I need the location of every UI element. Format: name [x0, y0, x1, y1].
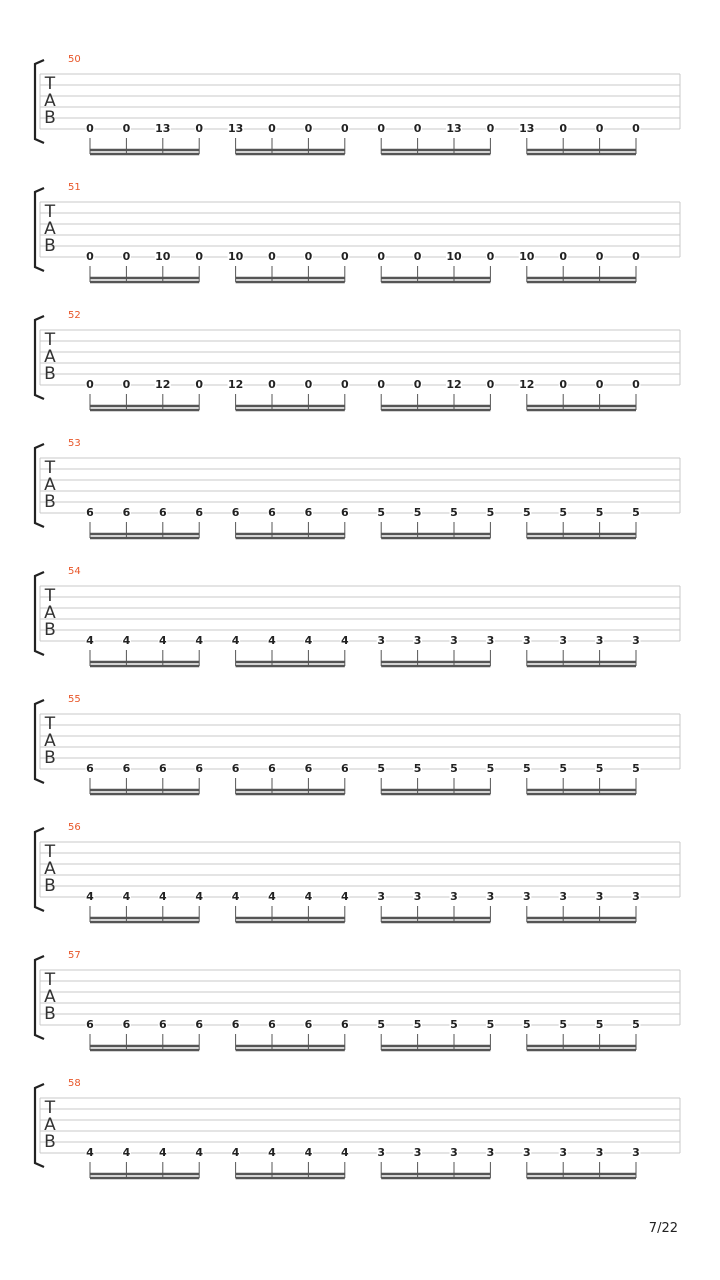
- fret-number: 6: [122, 762, 131, 775]
- fret-number: 4: [195, 1146, 204, 1159]
- fret-number: 0: [304, 122, 313, 135]
- fret-number: 3: [595, 890, 604, 903]
- fret-number: 3: [559, 890, 568, 903]
- fret-number: 0: [195, 250, 204, 263]
- fret-number: 3: [450, 634, 458, 647]
- fret-number: 4: [304, 634, 313, 647]
- tab-clef-letter: B: [44, 236, 56, 256]
- tab-clef-letter: T: [44, 842, 56, 862]
- fret-number: 0: [559, 378, 568, 391]
- measure-number: 52: [68, 310, 81, 321]
- fret-number: 10: [227, 250, 244, 263]
- fret-number: 13: [227, 122, 244, 135]
- fret-number: 5: [413, 1018, 422, 1031]
- fret-number: 5: [450, 762, 458, 775]
- fret-number: 0: [632, 122, 640, 135]
- measure-number: 50: [68, 54, 81, 65]
- fret-number: 4: [158, 890, 167, 903]
- fret-number: 12: [519, 378, 535, 391]
- fret-number: 6: [158, 506, 167, 519]
- fret-number: 3: [450, 1146, 458, 1159]
- fret-number: 0: [377, 250, 386, 263]
- fret-number: 4: [122, 634, 131, 647]
- fret-number: 12: [155, 378, 171, 391]
- fret-number: 3: [486, 890, 495, 903]
- fret-number: 0: [86, 122, 94, 135]
- fret-number: 3: [522, 890, 531, 903]
- fret-number: 4: [86, 1146, 94, 1159]
- fret-number: 3: [559, 1146, 568, 1159]
- fret-number: 0: [559, 122, 568, 135]
- fret-number: 5: [632, 1018, 640, 1031]
- fret-number: 10: [155, 250, 171, 263]
- fret-number: 4: [122, 890, 131, 903]
- measure-number: 56: [68, 822, 81, 833]
- fret-number: 0: [122, 122, 131, 135]
- tab-clef-letter: A: [44, 859, 56, 879]
- fret-number: 0: [195, 378, 204, 391]
- fret-number: 4: [340, 1146, 349, 1159]
- fret-number: 6: [268, 506, 276, 519]
- fret-number: 13: [155, 122, 171, 135]
- fret-number: 3: [377, 890, 386, 903]
- fret-number: 5: [377, 762, 386, 775]
- fret-number: 0: [122, 378, 131, 391]
- fret-number: 5: [559, 762, 568, 775]
- fret-number: 4: [158, 634, 167, 647]
- fret-number: 0: [268, 250, 276, 263]
- fret-number: 5: [632, 506, 640, 519]
- tab-clef-letter: B: [44, 876, 56, 896]
- tab-clef-letter: B: [44, 108, 56, 128]
- fret-number: 3: [559, 634, 568, 647]
- fret-number: 5: [486, 1018, 495, 1031]
- fret-number: 3: [522, 1146, 531, 1159]
- fret-number: 0: [559, 250, 568, 263]
- fret-number: 6: [195, 506, 204, 519]
- fret-number: 6: [158, 762, 167, 775]
- fret-number: 4: [304, 1146, 313, 1159]
- fret-number: 3: [413, 1146, 422, 1159]
- fret-number: 3: [595, 1146, 604, 1159]
- fret-number: 5: [632, 762, 640, 775]
- fret-number: 0: [595, 378, 604, 391]
- tab-clef-letter: B: [44, 1004, 56, 1024]
- fret-number: 4: [195, 634, 204, 647]
- fret-number: 3: [377, 1146, 386, 1159]
- tab-clef-letter: T: [44, 1098, 56, 1118]
- fret-number: 5: [413, 762, 422, 775]
- fret-number: 4: [231, 890, 240, 903]
- tab-clef-letter: B: [44, 748, 56, 768]
- tab-clef-letter: T: [44, 74, 56, 94]
- fret-number: 0: [86, 250, 94, 263]
- fret-number: 5: [559, 506, 568, 519]
- fret-number: 4: [86, 890, 94, 903]
- fret-number: 4: [86, 634, 94, 647]
- tab-clef-letter: T: [44, 970, 56, 990]
- fret-number: 0: [413, 250, 422, 263]
- fret-number: 6: [304, 506, 313, 519]
- fret-number: 0: [486, 122, 495, 135]
- fret-number: 5: [450, 1018, 458, 1031]
- fret-number: 0: [595, 250, 604, 263]
- fret-number: 13: [446, 122, 462, 135]
- fret-number: 6: [122, 506, 131, 519]
- fret-number: 5: [522, 762, 531, 775]
- fret-number: 4: [231, 634, 240, 647]
- fret-number: 4: [340, 634, 349, 647]
- fret-number: 6: [340, 762, 349, 775]
- tab-clef-letter: B: [44, 492, 56, 512]
- fret-number: 4: [340, 890, 349, 903]
- fret-number: 3: [377, 634, 386, 647]
- fret-number: 3: [486, 634, 495, 647]
- fret-number: 3: [632, 634, 640, 647]
- fret-number: 0: [195, 122, 204, 135]
- fret-number: 0: [304, 250, 313, 263]
- tab-clef-letter: A: [44, 475, 56, 495]
- tab-clef-letter: A: [44, 91, 56, 111]
- fret-number: 3: [413, 634, 422, 647]
- fret-number: 5: [522, 506, 531, 519]
- fret-number: 6: [268, 762, 276, 775]
- measure-number: 51: [68, 182, 81, 193]
- fret-number: 5: [595, 1018, 604, 1031]
- fret-number: 6: [158, 1018, 167, 1031]
- fret-number: 0: [304, 378, 313, 391]
- fret-number: 0: [340, 378, 349, 391]
- fret-number: 6: [340, 1018, 349, 1031]
- fret-number: 0: [122, 250, 131, 263]
- fret-number: 0: [413, 122, 422, 135]
- fret-number: 3: [450, 890, 458, 903]
- fret-number: 6: [86, 506, 94, 519]
- fret-number: 0: [377, 378, 386, 391]
- fret-number: 13: [519, 122, 535, 135]
- fret-number: 0: [632, 250, 640, 263]
- tab-clef-letter: A: [44, 219, 56, 239]
- fret-number: 0: [486, 250, 495, 263]
- fret-number: 0: [595, 122, 604, 135]
- fret-number: 3: [595, 634, 604, 647]
- tab-clef-letter: T: [44, 330, 56, 350]
- fret-number: 6: [122, 1018, 131, 1031]
- fret-number: 0: [486, 378, 495, 391]
- tab-clef-letter: A: [44, 347, 56, 367]
- fret-number: 5: [595, 506, 604, 519]
- fret-number: 5: [559, 1018, 568, 1031]
- fret-number: 4: [195, 890, 204, 903]
- tab-clef-letter: B: [44, 620, 56, 640]
- fret-number: 6: [304, 1018, 313, 1031]
- tab-clef-letter: T: [44, 714, 56, 734]
- fret-number: 6: [304, 762, 313, 775]
- fret-number: 10: [519, 250, 535, 263]
- fret-number: 5: [377, 506, 386, 519]
- fret-number: 3: [632, 1146, 640, 1159]
- fret-number: 0: [340, 250, 349, 263]
- fret-number: 5: [486, 506, 495, 519]
- fret-number: 4: [122, 1146, 131, 1159]
- fret-number: 0: [632, 378, 640, 391]
- fret-number: 5: [413, 506, 422, 519]
- fret-number: 6: [195, 1018, 204, 1031]
- tab-clef-letter: A: [44, 987, 56, 1007]
- tab-clef-letter: B: [44, 1132, 56, 1152]
- fret-number: 5: [450, 506, 458, 519]
- fret-number: 4: [231, 1146, 240, 1159]
- fret-number: 3: [522, 634, 531, 647]
- tab-clef-letter: A: [44, 1115, 56, 1135]
- tab-clef-letter: A: [44, 731, 56, 751]
- fret-number: 6: [268, 1018, 276, 1031]
- fret-number: 5: [377, 1018, 386, 1031]
- fret-number: 3: [413, 890, 422, 903]
- fret-number: 12: [446, 378, 462, 391]
- fret-number: 0: [86, 378, 94, 391]
- fret-number: 6: [231, 762, 240, 775]
- fret-number: 6: [231, 1018, 240, 1031]
- measure-number: 53: [68, 438, 81, 449]
- fret-number: 6: [340, 506, 349, 519]
- fret-number: 6: [195, 762, 204, 775]
- fret-number: 6: [86, 762, 94, 775]
- fret-number: 5: [522, 1018, 531, 1031]
- page-number: 7/22: [648, 1221, 678, 1236]
- fret-number: 3: [632, 890, 640, 903]
- measure-number: 57: [68, 950, 81, 961]
- fret-number: 3: [486, 1146, 495, 1159]
- tab-clef-letter: A: [44, 603, 56, 623]
- tab-clef-letter: B: [44, 364, 56, 384]
- fret-number: 4: [268, 890, 276, 903]
- fret-number: 0: [413, 378, 422, 391]
- fret-number: 0: [340, 122, 349, 135]
- fret-number: 6: [86, 1018, 94, 1031]
- fret-number: 0: [268, 122, 276, 135]
- fret-number: 0: [377, 122, 386, 135]
- tab-clef-letter: T: [44, 458, 56, 478]
- fret-number: 5: [595, 762, 604, 775]
- fret-number: 0: [268, 378, 276, 391]
- fret-number: 5: [486, 762, 495, 775]
- measure-number: 54: [68, 566, 81, 577]
- measure-number: 58: [68, 1078, 81, 1089]
- fret-number: 4: [158, 1146, 167, 1159]
- tab-clef-letter: T: [44, 586, 56, 606]
- fret-number: 12: [227, 378, 244, 391]
- fret-number: 4: [268, 1146, 276, 1159]
- fret-number: 10: [446, 250, 462, 263]
- fret-number: 4: [304, 890, 313, 903]
- measure-number: 55: [68, 694, 81, 705]
- fret-number: 6: [231, 506, 240, 519]
- fret-number: 4: [268, 634, 276, 647]
- tab-clef-letter: T: [44, 202, 56, 222]
